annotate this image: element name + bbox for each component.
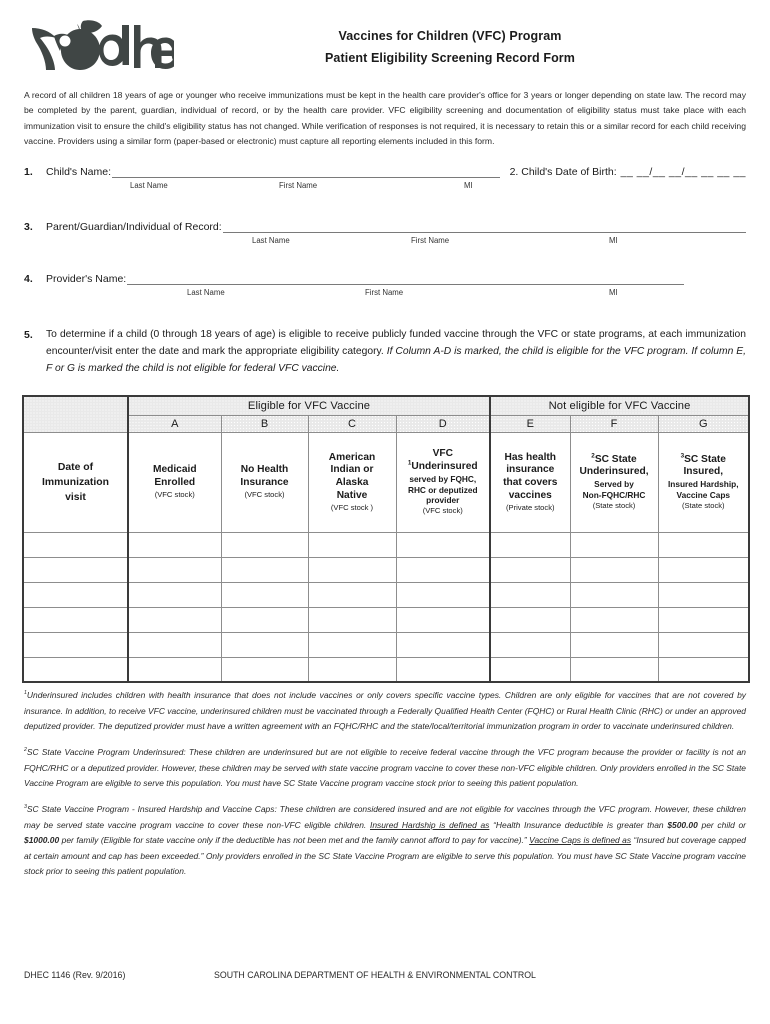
table-row: [23, 582, 749, 607]
cell-e[interactable]: [490, 557, 570, 582]
date-header-line-3: visit: [65, 491, 86, 503]
spacer-1: [24, 194, 746, 220]
col-c-line-4: Native: [336, 490, 368, 502]
cell-f[interactable]: [570, 632, 658, 657]
dhec-palmetto-logo-icon: [24, 18, 174, 74]
col-d-note: (VFC stock): [422, 506, 463, 516]
cell-a[interactable]: [128, 557, 221, 582]
title-line-1: Vaccines for Children (VFC) Program: [338, 29, 562, 43]
col-d-sub-1: served by FQHC,: [409, 473, 477, 484]
col-f-sub-1: Served by: [594, 479, 634, 490]
col-a-note: (VFC stock): [154, 490, 195, 500]
child-dob-label: [510, 166, 617, 178]
form-fields: [24, 165, 746, 301]
col-g-line-2: Insured,: [683, 466, 724, 478]
col-e-line-1: Has health: [504, 451, 557, 463]
provider-name-captions: [24, 285, 746, 301]
column-letter-a: A: [128, 415, 221, 432]
col-g-superscript: 3: [680, 452, 685, 460]
col-g-note: (State stock): [681, 500, 725, 510]
column-header-a-medicaid: [128, 432, 221, 532]
eligibility-table: [22, 395, 750, 683]
column-header-e-has-insurance: [490, 432, 570, 532]
cell-e[interactable]: [490, 532, 570, 557]
cell-a[interactable]: [128, 632, 221, 657]
item-4-number: 4.: [24, 273, 33, 286]
item-5-text-italic: If Column A-D is marked, the child is eligible for the VFC program. If column E, F or G is marked the child is not eligible for federal VFC vaccine.: [46, 346, 746, 375]
footnote-3-amount-2: $1000.00: [24, 835, 60, 846]
cell-d[interactable]: [396, 632, 490, 657]
caption-mi-3: MI: [609, 288, 618, 298]
document-footer: [0, 970, 770, 980]
group-header-not-eligible: Not eligible for VFC Vaccine: [490, 396, 749, 415]
footnote-3-underline-1: Insured Hardship is defined as: [369, 819, 490, 830]
cell-a[interactable]: [128, 532, 221, 557]
cell-f[interactable]: [570, 557, 658, 582]
cell-g[interactable]: [658, 657, 749, 682]
cell-date[interactable]: [23, 657, 128, 682]
item-5-text-plain: To determine if a child (0 through 18 years of age) is eligible to receive publicly funded vaccine through the VFC or state programs, at each immunization encounter/visit enter the date and mark the appropriate eligibility category.: [46, 329, 746, 358]
child-name-input[interactable]: [112, 165, 500, 178]
footnotes: [24, 688, 746, 879]
caption-mi-1: MI: [464, 181, 473, 191]
cell-d[interactable]: [396, 657, 490, 682]
caption-first-name-2: First Name: [411, 236, 450, 246]
cell-date[interactable]: [23, 582, 128, 607]
cell-g[interactable]: [658, 632, 749, 657]
cell-b[interactable]: [221, 557, 308, 582]
caption-last-name-2: Last Name: [252, 236, 290, 246]
cell-f[interactable]: [570, 532, 658, 557]
table-letter-header-row: [23, 415, 749, 432]
column-letter-c: C: [308, 415, 396, 432]
provider-name-input[interactable]: [127, 272, 684, 285]
col-f-sub-2: Non-FQHC/RHC: [582, 490, 646, 501]
footnote-1: [24, 688, 746, 734]
cell-b[interactable]: [221, 607, 308, 632]
footnote-3-text-c: per child or: [697, 819, 746, 830]
cell-c[interactable]: [308, 532, 396, 557]
table-row: [23, 532, 749, 557]
col-b-line-2: Insurance: [240, 477, 289, 489]
footnote-3-underline-2: Vaccine Caps is defined as: [529, 835, 632, 846]
col-d-sub-2: RHC or deputized: [407, 484, 478, 495]
col-b-line-1: No Health: [240, 464, 289, 476]
col-c-note: (VFC stock ): [330, 502, 374, 512]
cell-d[interactable]: [396, 607, 490, 632]
intro-paragraph: A record of all children 18 years of age or younger who receive immunizations must be kept in the health care provider's office for 3 years or longer depending on state law. The record may be completed by the parent, guardian, individual of record, or by the health care provider. VFC eligibility screening and documentation of eligibility status must take place with each immunization visit to ensure the child's eligibility status has not changed. While verification of responses is not required, it is necessary to retain this or a similar record for each child receiving vaccine. Providers using a similar form (paper-based or electronic) must capture all reporting elements included in this form.: [24, 90, 746, 146]
cell-a[interactable]: [128, 607, 221, 632]
column-header-g-sc-state-insured: [658, 432, 749, 532]
date-header-line-2: Immunization: [42, 476, 109, 488]
footnote-3-text-a: SC State Vaccine Program - Insured Hardship and Vaccine Caps: These children are considered insured and are not eligible for vaccines through the VFC program. However, these children may be served state vaccine program vaccine to cover these non-VFC eligible children.: [24, 804, 746, 830]
field-row-parent-guardian: [24, 220, 746, 233]
item-5-text: [46, 327, 746, 378]
col-d-line-1: VFC: [432, 448, 453, 460]
page-title: [214, 14, 746, 70]
parent-guardian-captions: [24, 233, 746, 249]
cell-c[interactable]: [308, 632, 396, 657]
table-row: [23, 657, 749, 682]
item-2-number: 2.: [509, 166, 519, 179]
eligibility-table-body: [23, 532, 749, 682]
eligibility-table-wrapper: [22, 395, 748, 683]
cell-f[interactable]: [570, 607, 658, 632]
child-name-captions: [24, 178, 746, 194]
col-d-superscript: 1: [407, 459, 412, 467]
item-3-number: 3.: [24, 221, 33, 234]
column-header-b-no-insurance: [221, 432, 308, 532]
footnote-3-text-e: “Insured but coverage capped at certain amount and cap has been exceeded.” Only providers enrolled in the SC State Vaccine Program are eligible to serve this population. You must have SC State Vaccine program vaccine stock prior to seeing this patient population.: [24, 835, 746, 876]
footer-agency-name: SOUTH CAROLINA DEPARTMENT OF HEALTH & ENVIRONMENTAL CONTROL: [214, 970, 536, 980]
col-f-note: (State stock): [592, 500, 636, 510]
cell-d[interactable]: [396, 582, 490, 607]
cell-c[interactable]: [308, 657, 396, 682]
footnote-2-text: SC State Vaccine Program Underinsured: These children are underinsured but are not eligible to receive federal vaccine through the VFC program because the provider or facility is not an FQHC/RHC or a deputized provider. However, these children may be served with state vaccine program vaccine to cover these non-VFC eligible children. Only providers enrolled in the SC State Vaccine Program are eligible to serve this population. You must have SC State Vaccine program vaccine stock prior to seeing this patient population.: [24, 747, 746, 789]
cell-b[interactable]: [221, 582, 308, 607]
col-f-line-1: [571, 454, 658, 467]
column-letter-d: D: [396, 415, 490, 432]
footnote-3-text-b: “Health Insurance deductible is greater than: [489, 819, 668, 830]
cell-g[interactable]: [658, 582, 749, 607]
item-5-number: 5.: [24, 329, 33, 342]
col-c-line-3: Alaska: [335, 477, 369, 489]
group-header-eligible: Eligible for VFC Vaccine: [128, 396, 490, 415]
cell-b[interactable]: [221, 632, 308, 657]
cell-g[interactable]: [658, 607, 749, 632]
col-c-line-1: American: [328, 451, 376, 463]
footnote-3-marker: 3: [24, 804, 27, 811]
footnote-1-marker: 1: [24, 690, 27, 697]
footnote-3: [24, 802, 746, 879]
cell-e[interactable]: [490, 657, 570, 682]
field-row-child-name: [24, 165, 746, 178]
caption-first-name-3: First Name: [365, 288, 404, 298]
table-row: [23, 607, 749, 632]
table-column-header-row: [23, 432, 749, 532]
col-d-line-2-text: Underinsured: [411, 461, 478, 473]
col-a-line-1: Medicaid: [152, 464, 197, 476]
cell-d[interactable]: [396, 557, 490, 582]
cell-a[interactable]: [128, 657, 221, 682]
cell-date[interactable]: [23, 557, 128, 582]
parent-guardian-label: Parent/Guardian/Individual of Record:: [46, 221, 222, 234]
provider-name-label: Provider's Name:: [46, 273, 127, 286]
cell-c[interactable]: [308, 582, 396, 607]
cell-g[interactable]: [658, 532, 749, 557]
cell-e[interactable]: [490, 632, 570, 657]
child-dob-input[interactable]: __ __/__ __/__ __ __ __: [620, 166, 746, 179]
column-letter-e: E: [490, 415, 570, 432]
caption-last-name-1: Last Name: [130, 181, 168, 191]
column-header-f-sc-state-underinsured: [570, 432, 658, 532]
col-a-line-2: Enrolled: [154, 477, 196, 489]
table-row: [23, 557, 749, 582]
cell-e[interactable]: [490, 607, 570, 632]
column-header-date: [23, 432, 128, 532]
footnote-3-text-d: per family (Eligible for state vaccine only if the deductible has not been met and the family cannot afford to pay for vaccine).”: [59, 835, 530, 846]
col-e-note: (Private stock): [506, 502, 555, 512]
cell-g[interactable]: [658, 557, 749, 582]
col-d-sub-3: provider: [426, 495, 460, 506]
document-header: [0, 0, 770, 78]
footnote-2-marker: 2: [24, 747, 27, 754]
cell-b[interactable]: [221, 657, 308, 682]
col-e-line-4: vaccines: [508, 490, 552, 502]
col-g-line-1-text: SC State: [684, 453, 726, 465]
column-header-c-american-indian: [308, 432, 396, 532]
spacer-2: [24, 249, 746, 272]
footnote-3-amount-1: $500.00: [667, 819, 698, 830]
col-f-line-2: Underinsured,: [579, 466, 649, 478]
caption-last-name-3: Last Name: [187, 288, 225, 298]
caption-mi-2: MI: [609, 236, 618, 246]
col-f-superscript: 2: [591, 452, 595, 460]
cell-e[interactable]: [490, 582, 570, 607]
child-dob-group: [510, 166, 746, 178]
date-header-line-1: Date of: [57, 461, 94, 473]
col-b-note: (VFC stock): [244, 490, 285, 500]
caption-first-name-1: First Name: [279, 181, 318, 191]
col-e-line-2: insurance: [506, 464, 555, 476]
column-letter-g: G: [658, 415, 749, 432]
col-c-line-2: Indian or: [330, 464, 374, 476]
item-1-number: 1.: [24, 166, 33, 179]
cell-date[interactable]: [23, 632, 128, 657]
col-g-line-1: [659, 454, 749, 467]
dhec-logo: [24, 14, 214, 74]
title-line-2: Patient Eligibility Screening Record Form: [325, 50, 575, 65]
cell-d[interactable]: [396, 532, 490, 557]
footnote-2: [24, 745, 746, 791]
column-letter-b: B: [221, 415, 308, 432]
item-5-instruction: [24, 327, 746, 378]
cell-c[interactable]: [308, 557, 396, 582]
col-f-line-1-text: SC State: [594, 453, 637, 465]
cell-f[interactable]: [570, 582, 658, 607]
child-dob-label-text: Child's Date of Birth:: [521, 166, 617, 179]
col-d-line-2: [397, 461, 490, 474]
col-e-line-3: that covers: [503, 477, 558, 489]
footnote-1-text: Underinsured includes children with health insurance that does not include vaccines or only covers specific vaccine types. Children are only eligible for vaccines that are not covered by insurance. In addition, to receive VFC vaccine, underinsured children must be vaccinated through a Federally Qualified Health Center (FQHC) or Rural Health Clinic (RHC) or under an approved deputized provider. The deputized provider must have a written agreement with an FQHC/RHC and the state/local/territorial immunization program in order to vaccinate underinsured children.: [24, 690, 746, 731]
table-group-header-row: [23, 396, 749, 415]
cell-date[interactable]: [23, 607, 128, 632]
cell-b[interactable]: [221, 532, 308, 557]
parent-guardian-input[interactable]: [223, 220, 746, 233]
cell-c[interactable]: [308, 607, 396, 632]
column-header-d-vfc-underinsured: [396, 432, 490, 532]
cell-f[interactable]: [570, 657, 658, 682]
footer-form-id: DHEC 1146 (Rev. 9/2016): [24, 970, 126, 980]
field-row-provider-name: [24, 272, 746, 285]
col-g-sub-1: Insured Hardship,: [668, 479, 739, 490]
cell-a[interactable]: [128, 582, 221, 607]
table-corner-cell: [23, 396, 128, 432]
cell-date[interactable]: [23, 532, 128, 557]
column-letter-f: F: [570, 415, 658, 432]
child-name-label: Child's Name:: [46, 166, 112, 179]
col-g-sub-2: Vaccine Caps: [676, 490, 731, 501]
table-row: [23, 632, 749, 657]
